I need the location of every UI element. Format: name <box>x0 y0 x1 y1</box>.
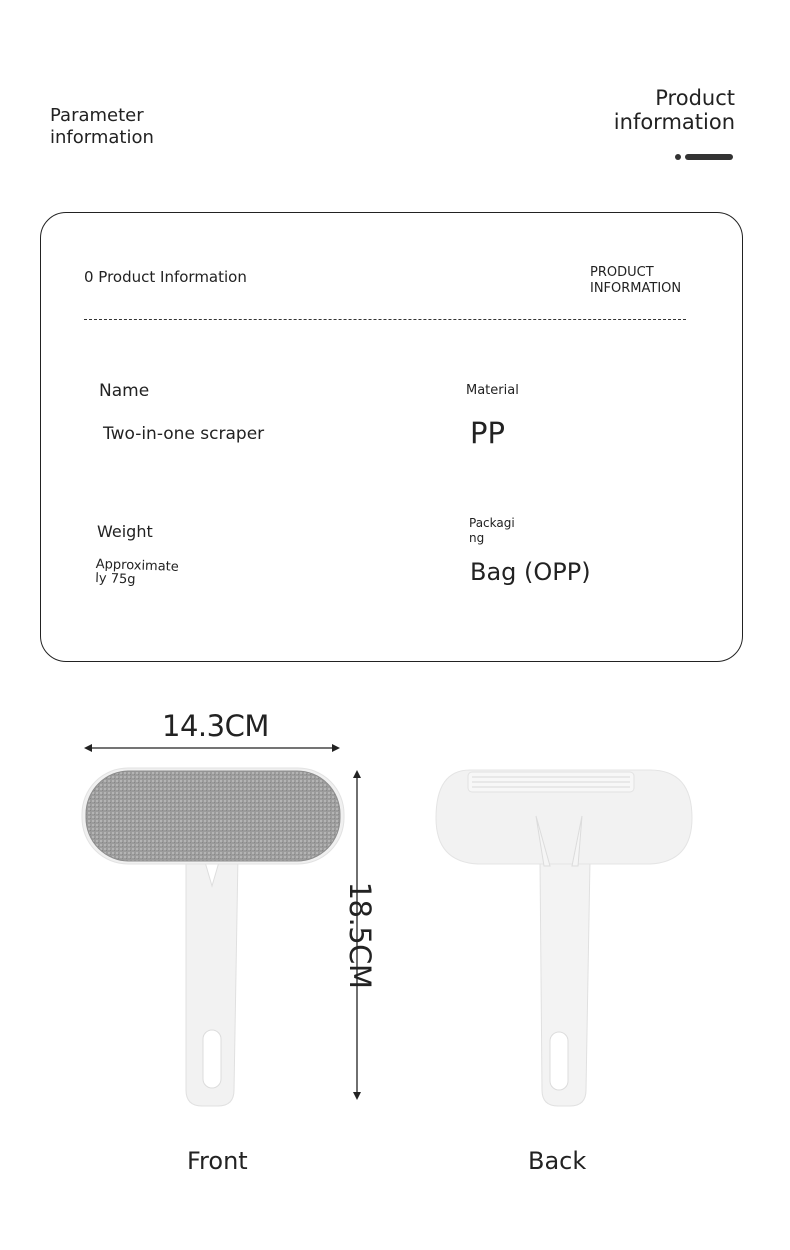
front-caption: Front <box>187 1147 248 1175</box>
material-value: PP <box>470 416 505 450</box>
parameter-information-title: Parameter information <box>50 105 154 148</box>
card-heading-right: PRODUCT INFORMATION <box>590 265 682 296</box>
back-caption: Back <box>528 1147 587 1175</box>
weight-label: Weight <box>97 522 153 541</box>
card-heading: 0 Product Information <box>84 268 247 286</box>
weight-value: Approximate ly 75g <box>95 557 180 588</box>
product-information-title: Product information <box>613 86 735 134</box>
packaging-label: Packagi ng <box>469 516 515 545</box>
width-arrow <box>84 744 340 752</box>
name-value: Two-in-one scraper <box>103 424 265 444</box>
front-brush-image <box>82 768 344 1106</box>
name-label: Name <box>99 381 150 401</box>
height-dimension-label: 18.5CM <box>343 881 377 989</box>
width-dimension-label: 14.3CM <box>162 709 269 743</box>
packaging-value: Bag (OPP) <box>470 558 591 586</box>
material-label: Material <box>466 383 519 398</box>
back-brush-image <box>436 770 692 1106</box>
